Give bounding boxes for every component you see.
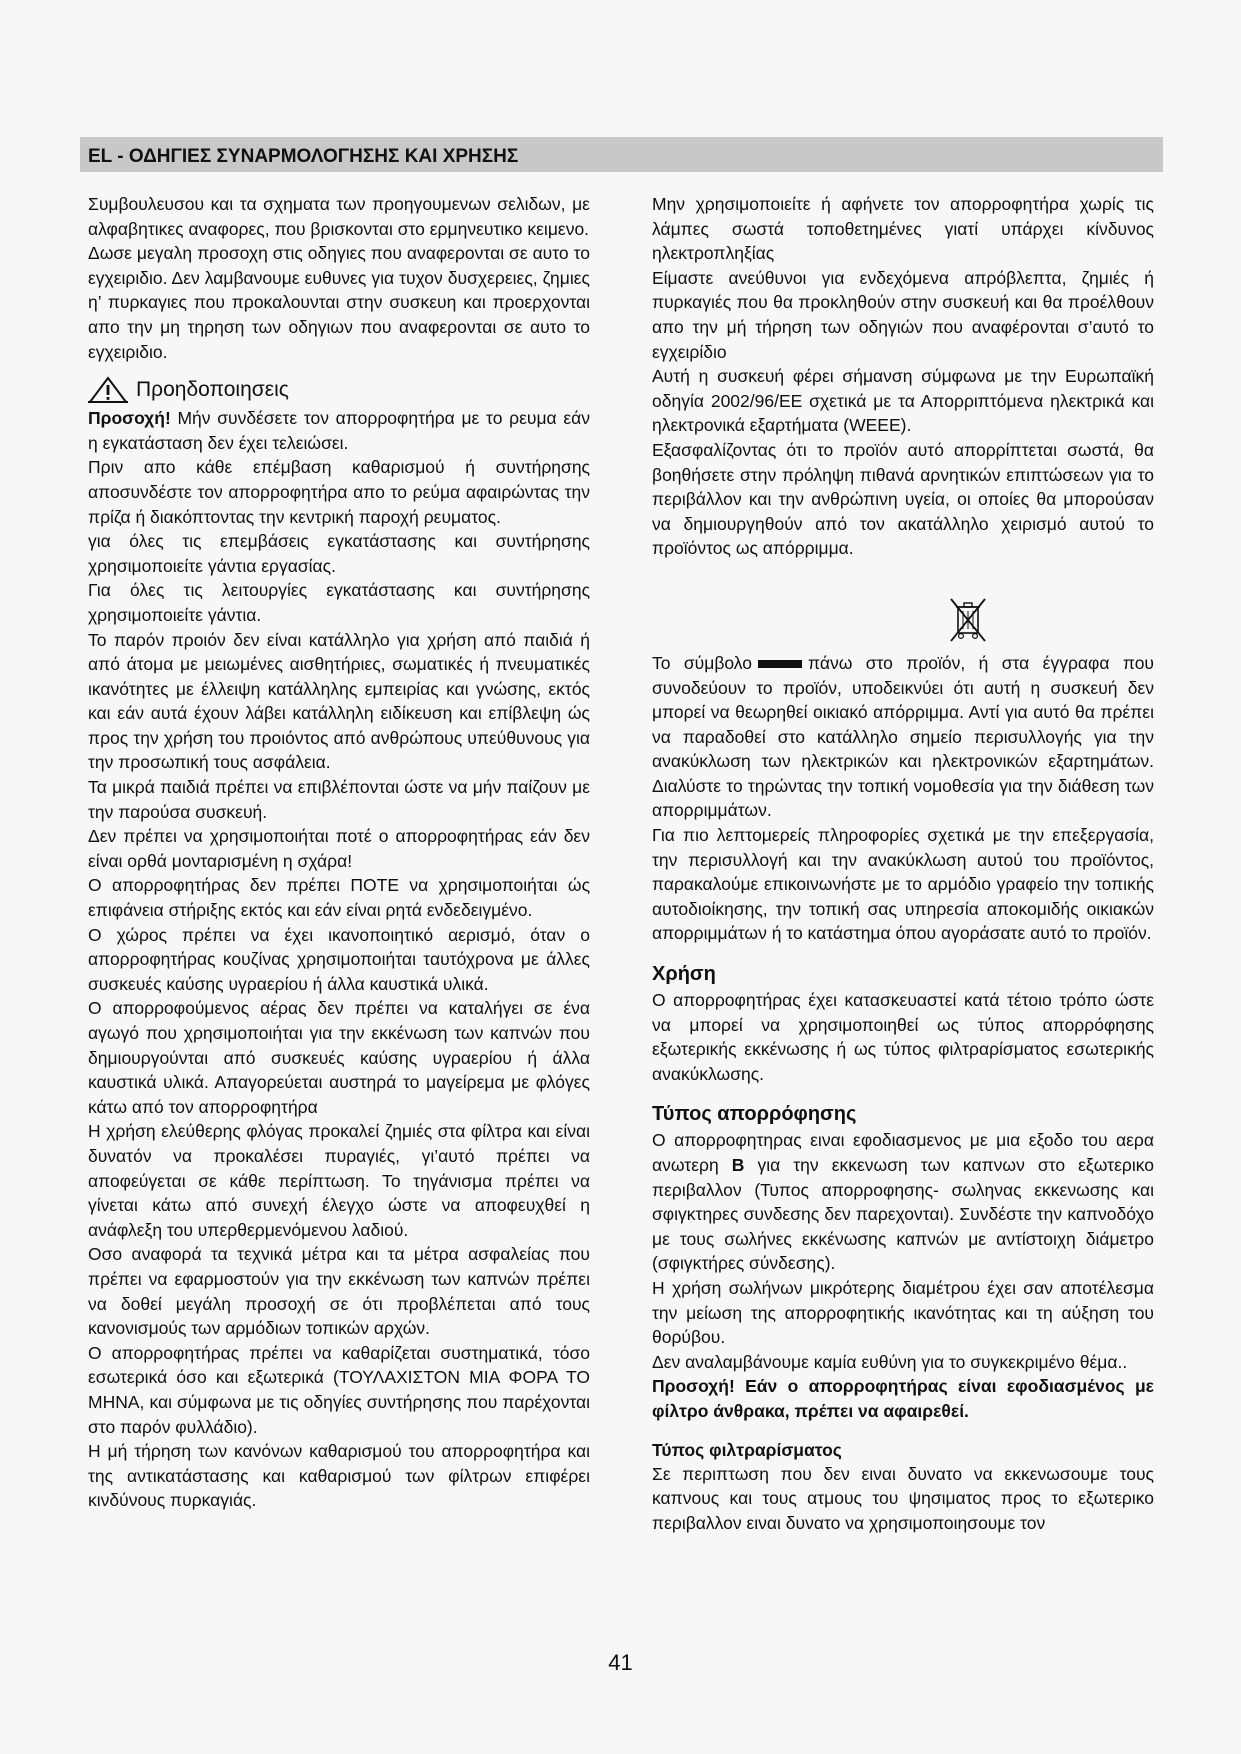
paragraph: Αυτή η συσκευή φέρει σήμανση σύμφωνα με την Ευρωπαϊκή οδηγία 2002/96/ΕΕ σχετικά με τα Απορριπτόμενα ηλεκτρικά και ηλεκτρονικά εξαρτήματα (WEEE). [652, 366, 1154, 436]
paragraph: Για όλες τις λειτουργίες εγκατάστασης και συντήρησης χρησιμοποιείτε γάντια. [88, 580, 590, 625]
paragraph: Η χρήση ελεύθερης φλόγας προκαλεί ζημιές στα φίλτρα και είναι δυνατόν να προκαλέσει πυραγιές, γι’αυτό πρέπει να αποφεύγεται σε κάθε περίπτωση. Το τηγάνισμα πρέπει να γίνεται κάτω από συνεχή έλεγχο ώστε να αποφευχθεί η ανάφλεξη του υπερθερμενόμενου λαδιού. [88, 1121, 590, 1240]
paragraph: Ο απορροφητήρας πρέπει να καθαρίζεται συστηματικά, τόσο εσωτερικά όσο και εξωτερικά (ΤΟΥΛΑΧΙΣΤΟΝ ΜΙΑ ΦΟΡΑ ΤΟ ΜΗΝΑ, και σύμφωνα με τις οδηγίες συντήρησης που παρέχονται στο παρόν φυλλάδιο). [88, 1342, 590, 1437]
weee-symbol [652, 585, 1154, 647]
crossed-out-bin-icon [947, 595, 989, 647]
paragraph: Η χρήση σωλήνων μικρότερης διαμέτρου έχει σαν αποτέλεσμα την μείωση της απορροφητικής ικανότητας και τη αύξηση του θορύβου. [652, 1277, 1154, 1348]
paragraph: Το παρόν προιόν δεν είναι κατάλληλο για χρήση από παιδιά ή από άτομα με μειωμένες αισθητήριες, σωματικές ή πνευματικές ικανότητες με έλλειψη κατάλληλης εμπειρίας και γνώσης, εκτός και εάν αυτά έχουν λάβει κατάλληλη ειδίκευση και επίβλεψη ώς προς την χρήση του προιόντος από ανθρώπους υπεύθυνους για την προσωπική τους ασφάλεια. [88, 629, 590, 773]
warnings-heading [88, 376, 590, 404]
paragraph: Πριν απο κάθε επέμβαση καθαρισμού ή συντήρησης αποσυνδέστε τον απορροφητήρα απο το ρεύμα αφαιρώντας την πρίζα ή διακόπτοντας την κεντρική παροχή ρευματος. [88, 457, 590, 527]
page-number: 41 [608, 1650, 633, 1675]
use-heading: Χρήση [652, 963, 716, 986]
left-column [88, 192, 590, 1513]
paragraph: Εξασφαλίζοντας ότι το προϊόν αυτό απορρίπτεται σωστά, θα βοηθήσετε στην πρόληψη πιθανά αρνητικών επιπτώσεων για το περιβάλλον και την ανθρώπινη υγεία, οι οποίες θα μπορούσαν να δημιουργηθούν από τον ακατάλληλο χειρισμό αυτού το προϊόντος ως απόρριμμα. [652, 439, 1154, 559]
suction-warning: Προσοχή! Εάν ο απορροφητήρας είναι εφοδιασμένος με φίλτρο άνθρακα, πρέπει να αφαιρεθεί. [652, 1376, 1154, 1421]
paragraph: Είμαστε ανεύθυνοι για ενδεχόμενα απρόβλεπτα, ζημιές ή πυρκαγιές που θα προκληθούν στην συσκευή και θα προέλθουν απο την μή τήρηση των οδηγιών που αναφέρονται σ’αυτό το εγχειρίδιο [652, 267, 1154, 362]
paragraph: Για πιο λεπτομερείς πληροφορίες σχετικά με την επεξεργασία, την περισυλλογή και την ανακύκλωση αυτού του προϊόντος, παρακαλούμε επικοινωνήστε με το αρμόδιο γραφείο την τοπικής αυτοδιοίκησης, την τοπική σας υπηρεσία αποκομιδής οικιακών απορριμμάτων ή το κατάστημα όπου αγοράσατε αυτό το προϊόν. [652, 825, 1154, 944]
right-column [652, 192, 1154, 1535]
paragraph: Η μή τήρηση των κανόνων καθαρισμού του απορροφητήρα και της αντικατάστασης και καθαρισμού των φίλτρων επιφέρει κινδύνους πυρκαγιάς. [88, 1441, 590, 1511]
intro-paragraph-2: Δωσε μεγαλη προσοχη στις οδηγιες που αναφερονται σε αυτο το εγχειριδιο. Δεν λαμβανουμε ευθυνες για τυχον δυσχερειες, ζημιες η’ πυρκαγιες που προκαλουνται στην συσκευη και προερχονται απο την μη τηρηση των οδηγιων που αναφερονται σε αυτο το εγχειριδιο. [88, 243, 590, 362]
suction-text-start: Ο απορροφητηρας ειναι εφοδιασμενος με μια εξοδο του αερα ανωτερη [652, 1130, 1154, 1175]
warning-label: Προσοχή! [88, 408, 171, 429]
paragraph: Μην χρησιμοποιείτε ή αφήνετε τον απορροφητήρα χωρίς τις λάμπες σωστά τοποθετημένες γιατί υπάρχει κίνδυνος ηλεκτροπληξίας [652, 194, 1154, 264]
page-title: EL - ΟΔΗΓΙΕΣ ΣΥΝΑΡΜΟΛΟΓΗΣΗΣ ΚΑΙ ΧΡΗΣΗΣ [88, 146, 519, 167]
paragraph: Δεν αναλαμβάνουμε καμία ευθύνη για το συγκεκριμένο θέμα.. [652, 1351, 1128, 1372]
intro-paragraph-1: Συμβουλευσου και τα σχηματα των προηγουμενων σελιδων, με αλφαβητικες αναφορες, που βρισκονται στο ερμηνευτικο κειμενο. [88, 194, 590, 239]
paragraph: Ο χώρος πρέπει να έχει ικανοποιητικό αερισμό, όταν ο απορροφητήρας κουζίνας χρησιμοποιήται ταυτόχρονα με άλλες συσκευές καύσης υγραερίου ή άλλα καυστικά υλικά. [88, 924, 590, 994]
suction-paragraph [652, 1128, 1154, 1276]
paragraph: Τα μικρά παιδιά πρέπει να επιβλέπονται ώστε να μήν παίζουν με την παρούσα συσκευή. [88, 777, 590, 822]
warning-triangle-icon [88, 376, 128, 404]
weee-text-start: Το σύμβολο [652, 652, 752, 673]
outlet-label: B [731, 1155, 745, 1175]
suction-text-end: για την εκκενωση των καπνων στο εξωτερικο περιβαλλον (Τυπος απορροφησης- σωληνας εκκενωσης και σφιγκτηρες συνδεσης δεν παρεχονται). Συνδέστε την καπνοδόχο με τους σωλήνες εκκένωσης καπνών με αντίστοιχη διάμετρο (σφιγκτήρες σύνδεσης). [652, 1155, 1154, 1274]
warning-text: Μήν συνδέσετε τον απορροφητήρα με το ρευμα εάν η εγκατάσταση δεν έχει τελειώσει. [88, 408, 590, 453]
weee-text-end: πάνω στο προϊόν, ή στα έγγραφα που συνοδεύουν το προϊόν, υποδεικνύει ότι αυτή η συσκευή δεν μπορεί να θεωρηθεί οικιακό απόρριμμα. Αντί για αυτό θα πρέπει να παραδοθεί στο κατάλληλο σημείο περισυλλογής για την ανακύκλωση των ηλεκτρικών και ηλεκτρονικών εξαρτημάτων. Διαλύστε το τηρώντας την τοπική νομοθεσία για την διάθεση των απορριμμάτων. [652, 652, 1154, 821]
weee-paragraph [652, 651, 1154, 823]
paragraph: Ο απορροφητήρας δεν πρέπει ΠΟΤΕ να χρησιμοποιήται ώς επιφάνεια στήριξης εκτός και εάν είναι ρητά ενδεδειγμένο. [88, 875, 590, 921]
paragraph: Ο απορροφούμενος αέρας δεν πρέπει να καταλήγει σε ένα αγωγό που χρησιμοποιήται για την εκκένωση των καπνών που δημιουργούνται από συσκευές καύσης υγραερίου ή άλλα καυστικά υλικά. Απαγορεύεται αυστηρά το μαγείρεμα με φλόγες κάτω από τον απορροφητήρα [88, 998, 590, 1117]
black-bar-icon [758, 660, 802, 668]
paragraph: Σε περιπτωση που δεν ειναι δυνατο να εκκενωσουμε τους καπνους και τους ατμους του ψησιματος προς το εξωτερικο περιβαλλον ειναι δυνατο να χρησιμοποιησουμε τον [652, 1463, 1154, 1533]
warnings-heading-text: Προηδοποιησεις [136, 378, 289, 402]
paragraph: Οσο αναφορά τα τεχνικά μέτρα και τα μέτρα ασφαλείας που πρέπει να εφαρμοστούν για την εκκένωση των καπνών πρέπει να δοθεί μεγάλη προσοχή σε ότι προβλέπεται από τους κανονισμούς των αρμόδιων τοπικών αρχών. [88, 1244, 590, 1339]
filter-heading: Τύπος φιλτραρίσματος [652, 1439, 842, 1460]
paragraph: Ο απορροφητήρας έχει κατασκευαστεί κατά τέτοιο τρόπο ώστε να μπορεί να χρησιμοποιηθεί ως τύπος απορρόφησης εξωτερικής εκκένωσης ή ως τύπος φιλτραρίσματος εσωτερικής ανακύκλωσης. [652, 990, 1154, 1084]
warning-paragraph [88, 406, 590, 455]
paragraph: Δεν πρέπει να χρησιμοποιήται ποτέ ο απορροφητήρας εάν δεν είναι ορθά μονταρισμένη η σχάρα! [88, 826, 590, 871]
suction-heading: Τύπος απορρόφησης [652, 1103, 857, 1126]
paragraph: για όλες τις επεμβάσεις εγκατάστασης και συντήρησης χρησιμοποιείτε γάντια εργασίας. [88, 531, 590, 576]
